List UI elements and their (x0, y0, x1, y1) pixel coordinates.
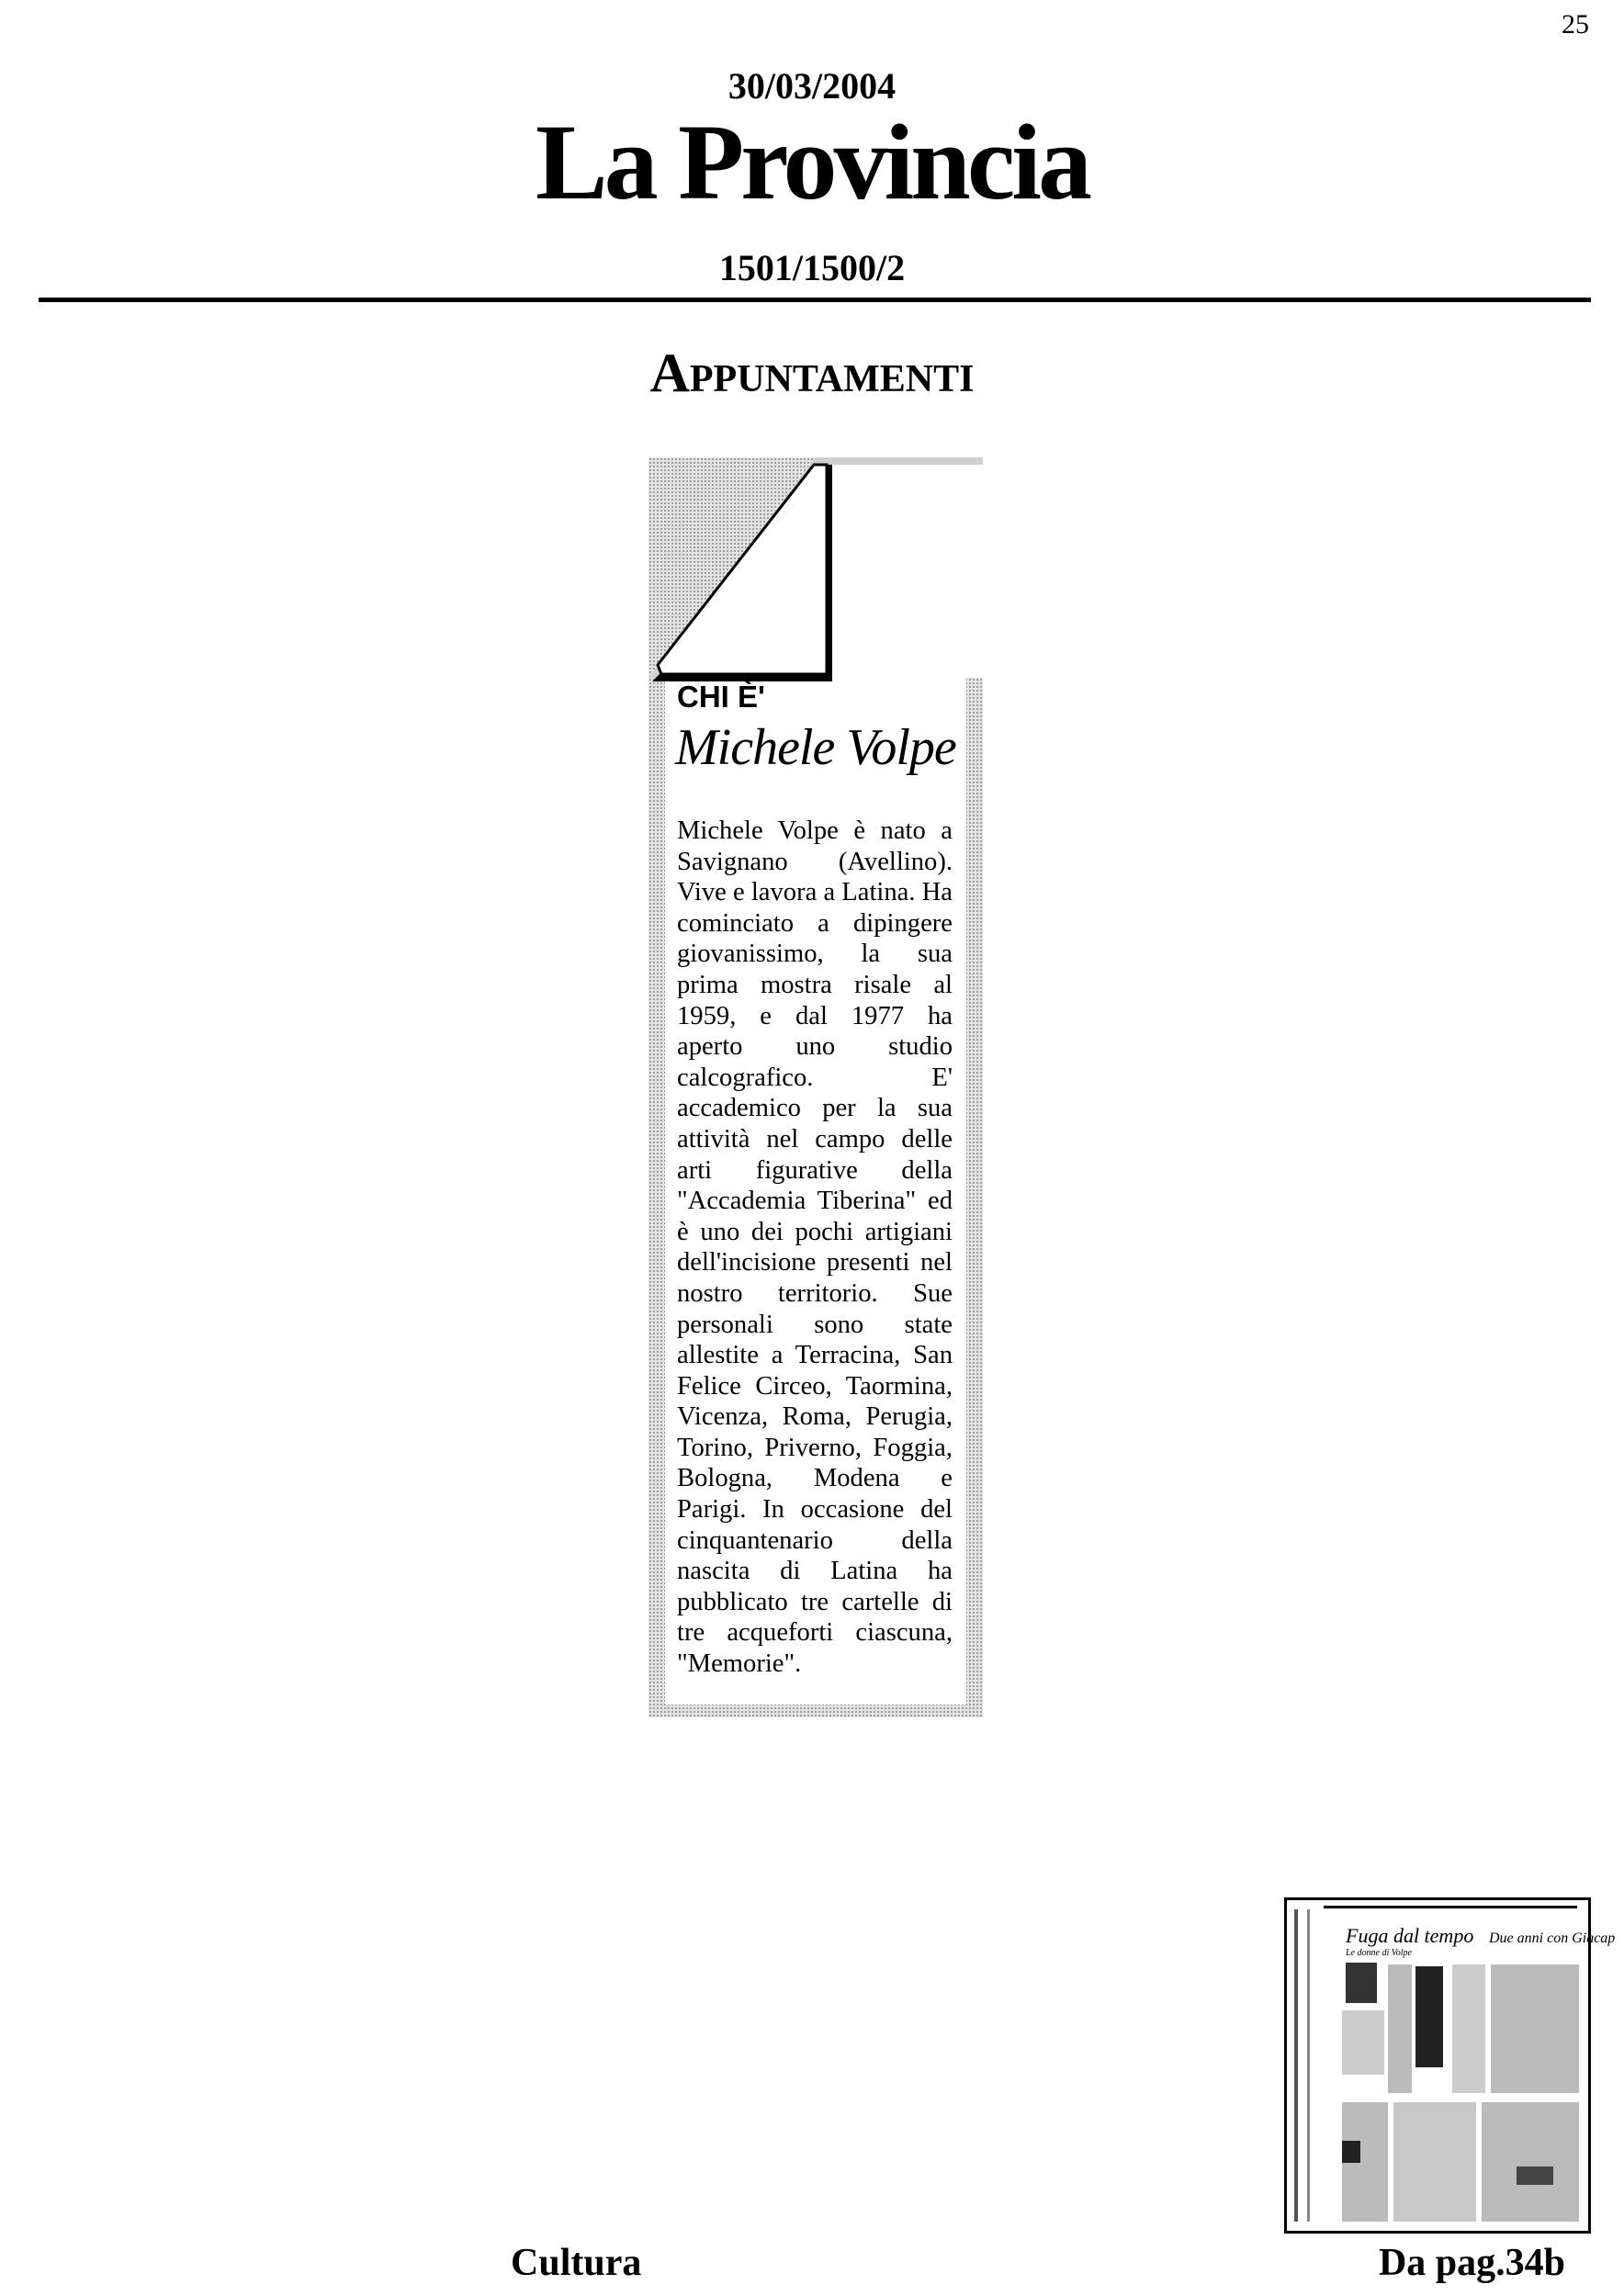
thumbnail-headline-1: Fuga dal tempo (1346, 1924, 1474, 1947)
article-body: Michele Volpe è nato a Savignano (Avellino). Vive e lavora a Latina. Ha cominciato a dipingere giovanissimo, la sua prima mostra risale al 1959, e dal 1977 ha aperto uno studio calcografico. E' accademico per la sua attività nel campo delle arti figurative della "Accademia Tiberina" ed è uno dei pochi artigiani dell'incisione presenti nel nostro territorio. Sue personali sono state allestite a Terracina, San Felice Circeo, Taormina, Vicenza, Roma, Perugia, Torino, Priverno, Foggia, Bologna, Modena e Parigi. In occasione del cinquantenario della nascita di Latina ha pubblicato tre cartelle di tre acqueforti ciascuna, "Memorie". (677, 816, 953, 1679)
article-title: Michele Volpe (675, 719, 956, 776)
section-title: Appuntamenti (649, 343, 975, 403)
thumbnail-page-image (1287, 1900, 1616, 2231)
footer-source: Da pag.34b (1378, 2242, 1565, 2284)
page-thumbnail (1284, 1897, 1616, 2234)
publication-date: 30/03/2004 (727, 65, 897, 107)
article-kicker: CHI È' (677, 680, 765, 714)
page-number: 25 (1562, 9, 1589, 39)
header-rule (39, 298, 1591, 302)
page-curl-icon (648, 457, 983, 678)
issue-code: 1501/1500/2 (718, 247, 906, 288)
thumbnail-headline-2: Due anni con Giacap (1489, 1930, 1616, 1946)
thumbnail-kicker: Le donne di Volpe (1346, 1948, 1412, 1958)
newspaper-masthead: La Provincia (535, 102, 1089, 222)
footer-section: Cultura (511, 2242, 642, 2284)
